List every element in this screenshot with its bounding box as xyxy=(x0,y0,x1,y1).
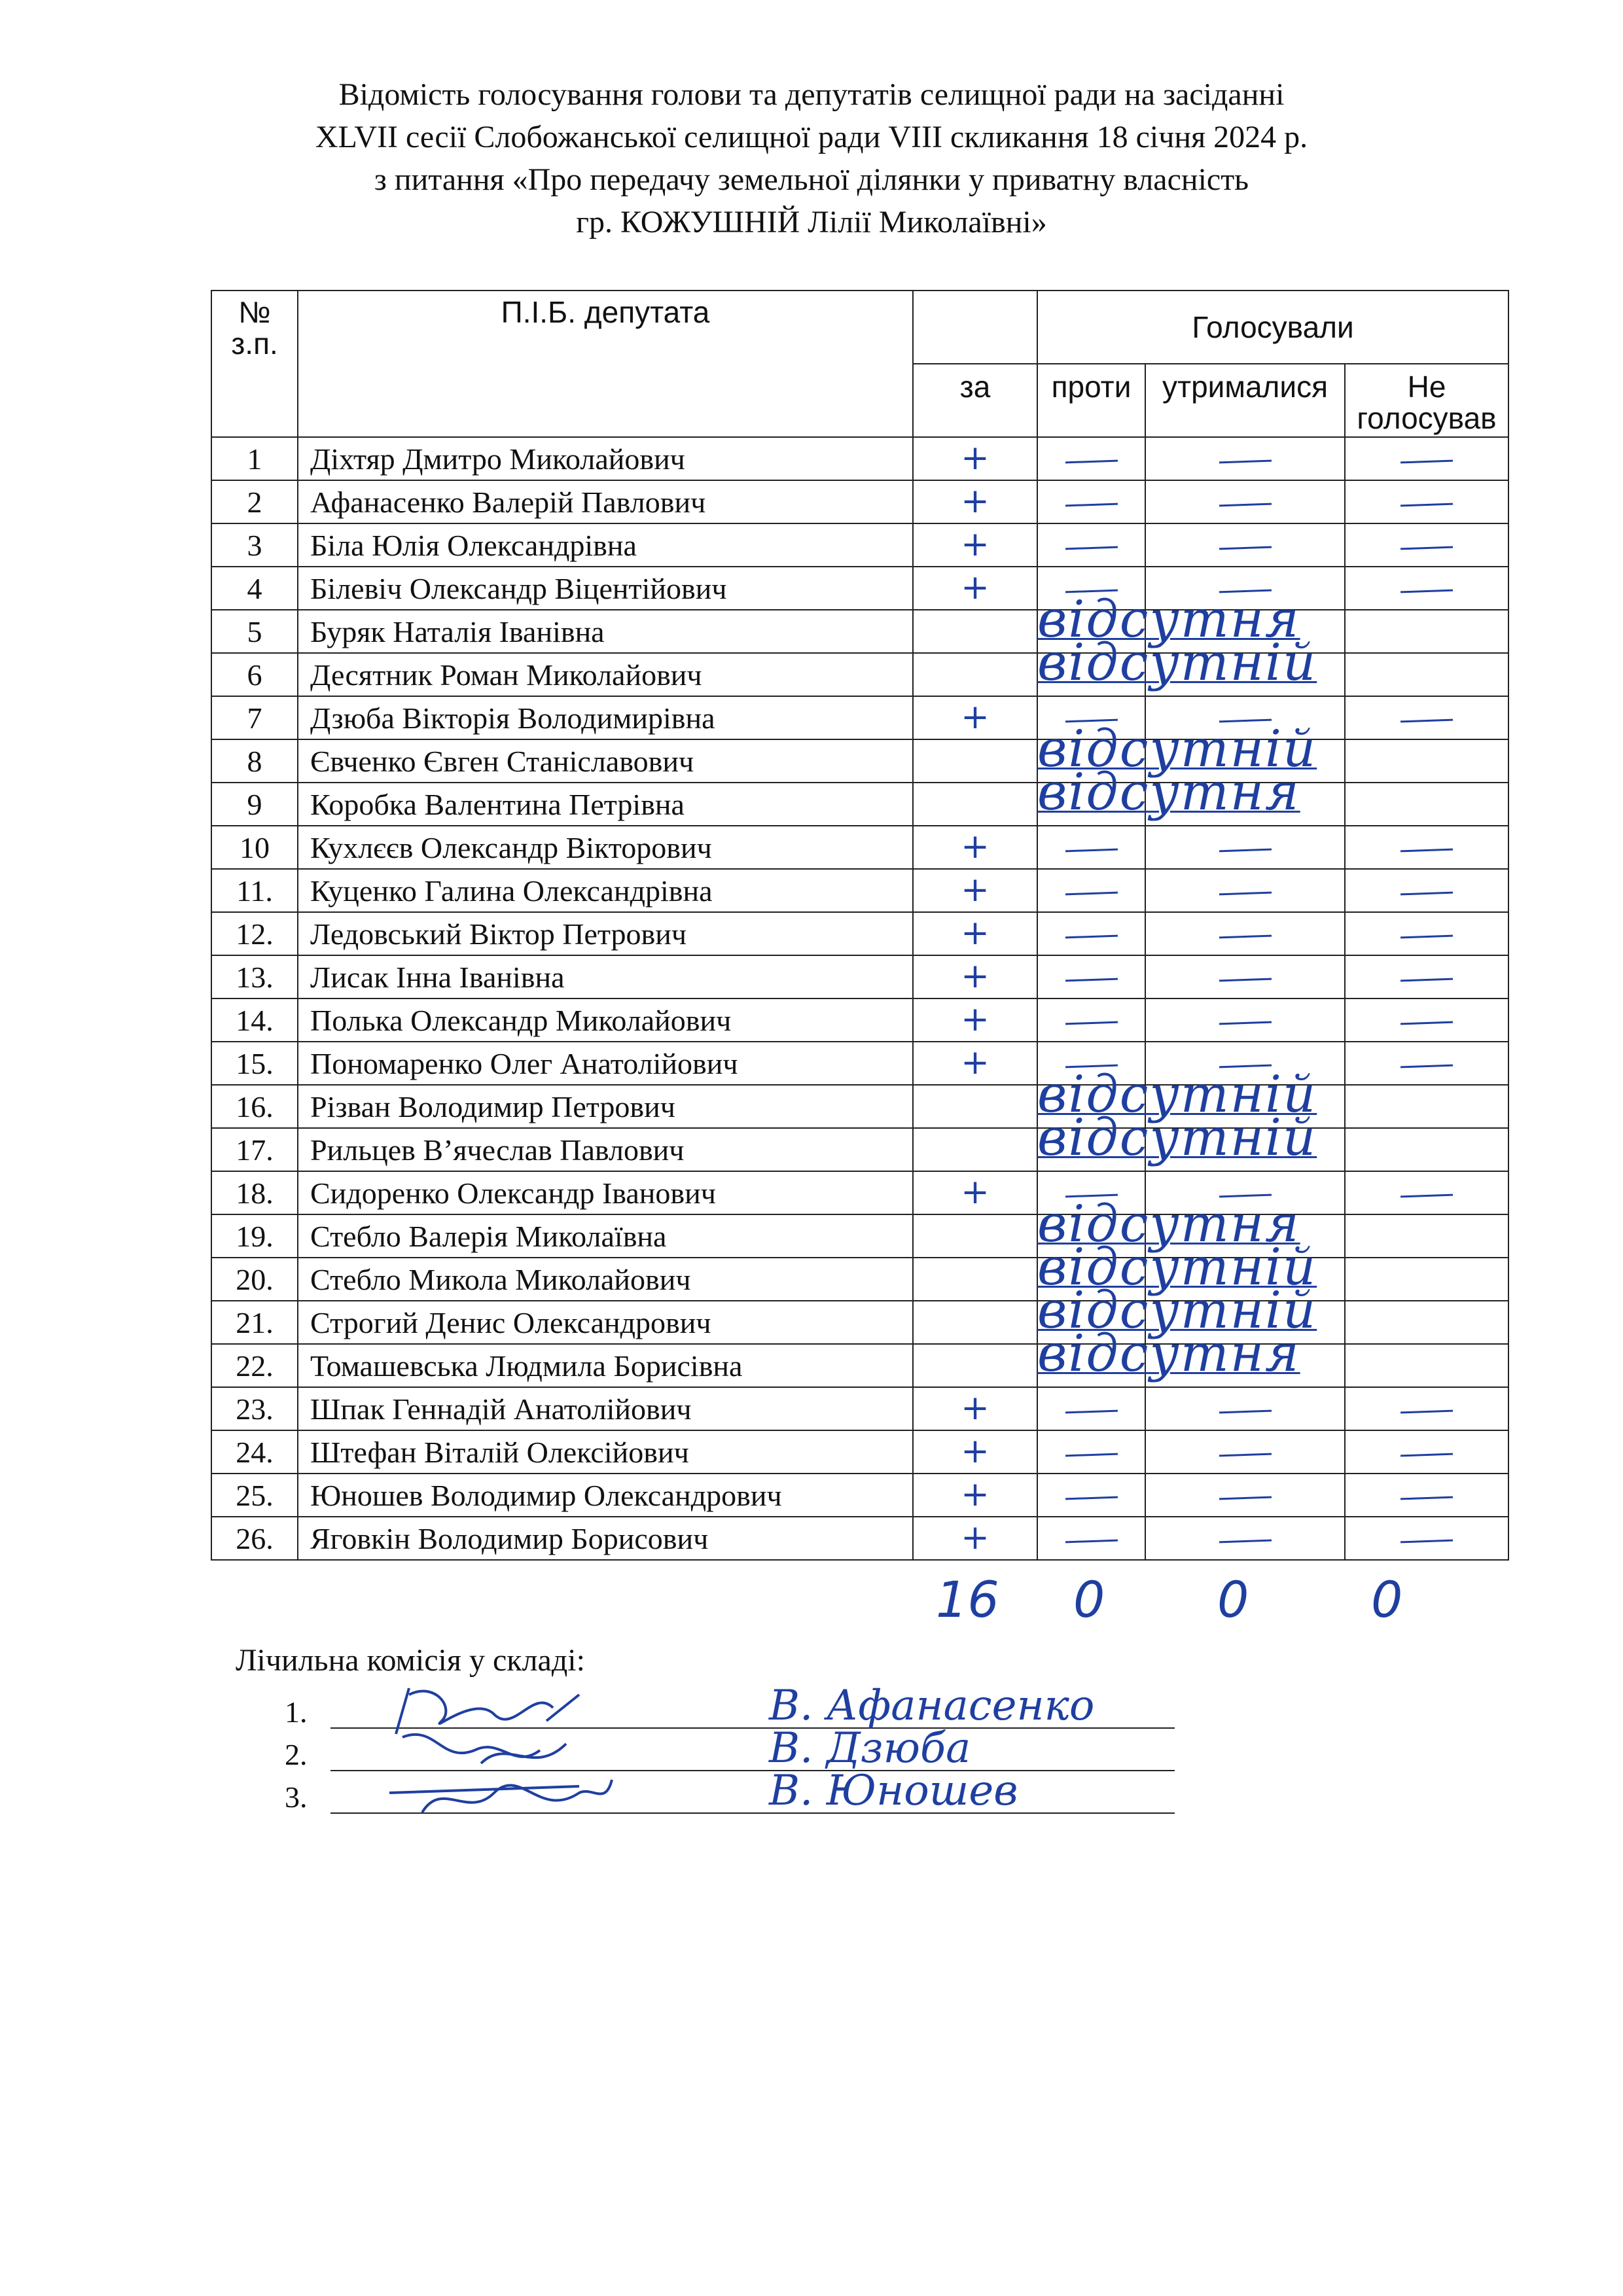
row-number: 1 xyxy=(211,437,298,480)
absence-note: відсутня xyxy=(1037,763,1300,822)
handwritten-dash-mark xyxy=(1400,1496,1453,1500)
handwritten-dash-mark xyxy=(1400,1065,1453,1069)
row-number: 25. xyxy=(211,1474,298,1517)
handwritten-dash-mark xyxy=(1219,892,1271,896)
vote-abstained xyxy=(1145,955,1345,998)
handwritten-dash-mark xyxy=(1400,546,1453,550)
handwritten-dash-mark xyxy=(1400,1194,1453,1198)
deputy-name: Ледовський Віктор Петрович xyxy=(298,912,913,955)
row-number: 8 xyxy=(211,739,298,783)
vote-abstained xyxy=(1145,869,1345,912)
vote-against xyxy=(1037,869,1145,912)
handwritten-plus-mark: + xyxy=(961,1173,990,1212)
absence-note: відсутня xyxy=(1037,1324,1300,1383)
table-row xyxy=(211,1171,1508,1214)
handwritten-plus-mark: + xyxy=(961,1388,990,1428)
handwritten-dash-mark xyxy=(1065,892,1117,896)
vote-for xyxy=(913,783,1037,826)
vote-for xyxy=(913,1085,1037,1128)
absence-note: відсутній xyxy=(1037,1281,1317,1340)
vote-not-voted xyxy=(1345,1042,1508,1085)
handwritten-dash-mark xyxy=(1400,460,1453,464)
row-number: 12. xyxy=(211,912,298,955)
row-number: 19. xyxy=(211,1214,298,1258)
deputy-name: Білевіч Олександр Віцентійович xyxy=(298,567,913,610)
handwritten-dash-mark xyxy=(1065,1496,1117,1500)
absence-note: відсутня xyxy=(1037,1195,1300,1254)
vote-against xyxy=(1037,955,1145,998)
row-number: 21. xyxy=(211,1301,298,1344)
row-number: 11. xyxy=(211,869,298,912)
row-number: 3 xyxy=(211,523,298,567)
voting-table xyxy=(211,290,1509,1561)
vote-for xyxy=(913,1301,1037,1344)
row-number: 23. xyxy=(211,1387,298,1430)
handwritten-dash-mark xyxy=(1219,546,1271,550)
vote-for xyxy=(913,912,1037,955)
commission-index: 1. xyxy=(285,1695,308,1729)
vote-abstained xyxy=(1145,826,1345,869)
handwritten-plus-mark: + xyxy=(961,438,990,478)
vote-against xyxy=(1037,826,1145,869)
deputy-name: Дзюба Вікторія Володимирівна xyxy=(298,696,913,739)
total-against: 0 xyxy=(1073,1570,1105,1629)
deputy-name: Шпак Геннадій Анатолійович xyxy=(298,1387,913,1430)
handwritten-plus-mark: + xyxy=(961,1475,990,1514)
table-row xyxy=(211,869,1508,912)
deputy-name: Штефан Віталій Олексійович xyxy=(298,1430,913,1474)
vote-not-voted xyxy=(1345,696,1508,739)
commission-index: 3. xyxy=(285,1780,308,1814)
header-abstained: утрималися xyxy=(1145,364,1345,437)
handwritten-dash-mark xyxy=(1400,1410,1453,1414)
row-number: 2 xyxy=(211,480,298,523)
handwritten-plus-mark: + xyxy=(961,913,990,953)
title-line-2: XLVII сесії Слобожанської селищної ради VIII скликання 18 січня 2024 р. xyxy=(315,120,1308,154)
vote-not-voted xyxy=(1345,437,1508,480)
row-number: 9 xyxy=(211,783,298,826)
deputy-name: Біла Юлія Олександрівна xyxy=(298,523,913,567)
handwritten-dash-mark xyxy=(1219,935,1271,939)
vote-abstained xyxy=(1145,998,1345,1042)
vote-not-voted xyxy=(1345,998,1508,1042)
title-line-1: Відомість голосування голови та депутатів селищної ради на засіданні xyxy=(338,77,1285,112)
vote-abstained xyxy=(1145,1387,1345,1430)
vote-abstained xyxy=(1145,1430,1345,1474)
table-row xyxy=(211,1430,1508,1474)
handwritten-dash-mark xyxy=(1400,1021,1453,1025)
vote-for xyxy=(913,1344,1037,1387)
row-number: 15. xyxy=(211,1042,298,1085)
handwritten-dash-mark xyxy=(1065,1540,1117,1544)
vote-not-voted xyxy=(1345,912,1508,955)
handwritten-dash-mark xyxy=(1400,1540,1453,1544)
handwritten-plus-mark: + xyxy=(961,698,990,737)
handwritten-plus-mark: + xyxy=(961,525,990,564)
table-row xyxy=(211,1517,1508,1560)
vote-not-voted xyxy=(1345,610,1508,653)
row-number: 10 xyxy=(211,826,298,869)
handwritten-dash-mark xyxy=(1400,892,1453,896)
row-number: 16. xyxy=(211,1085,298,1128)
row-number: 24. xyxy=(211,1430,298,1474)
table-row xyxy=(211,567,1508,610)
vote-not-voted xyxy=(1345,523,1508,567)
table-row xyxy=(211,523,1508,567)
handwritten-plus-mark: + xyxy=(961,1432,990,1471)
vote-abstained xyxy=(1145,1474,1345,1517)
absence-note: відсутня xyxy=(1037,590,1300,649)
vote-against xyxy=(1037,1474,1145,1517)
vote-for xyxy=(913,696,1037,739)
handwritten-dash-mark xyxy=(1400,849,1453,853)
header-for: за xyxy=(913,364,1037,437)
deputy-name: Куценко Галина Олександрівна xyxy=(298,869,913,912)
deputy-name: Буряк Наталія Іванівна xyxy=(298,610,913,653)
vote-for xyxy=(913,1171,1037,1214)
row-number: 14. xyxy=(211,998,298,1042)
vote-not-voted xyxy=(1345,653,1508,696)
deputy-name: Афанасенко Валерій Павлович xyxy=(298,480,913,523)
vote-against xyxy=(1037,998,1145,1042)
table-row xyxy=(211,955,1508,998)
commission-label: Лічильна комісія у складі: xyxy=(236,1643,585,1678)
vote-abstained xyxy=(1145,1517,1345,1560)
table-row xyxy=(211,998,1508,1042)
vote-for xyxy=(913,1214,1037,1258)
vote-not-voted xyxy=(1345,480,1508,523)
vote-for xyxy=(913,869,1037,912)
vote-for xyxy=(913,1517,1037,1560)
handwritten-dash-mark xyxy=(1219,1410,1271,1414)
table-row xyxy=(211,1474,1508,1517)
handwritten-dash-mark xyxy=(1065,1453,1117,1457)
vote-not-voted xyxy=(1345,1474,1508,1517)
vote-for xyxy=(913,1258,1037,1301)
header-voted: Голосували xyxy=(1037,291,1508,364)
deputy-name: Строгий Денис Олександрович xyxy=(298,1301,913,1344)
vote-for xyxy=(913,480,1037,523)
vote-abstained xyxy=(1145,437,1345,480)
table-row xyxy=(211,1387,1508,1430)
vote-for xyxy=(913,739,1037,783)
absence-note: відсутній xyxy=(1037,1238,1317,1297)
absence-note: відсутній xyxy=(1037,720,1317,779)
deputy-name: Юношев Володимир Олександрович xyxy=(298,1474,913,1517)
vote-not-voted xyxy=(1345,567,1508,610)
deputy-name: Діхтяр Дмитро Миколайович xyxy=(298,437,913,480)
vote-against xyxy=(1037,1517,1145,1560)
row-number: 17. xyxy=(211,1128,298,1171)
vote-not-voted xyxy=(1345,955,1508,998)
title-line-3: з питання «Про передачу земельної ділянки у приватну власність xyxy=(374,162,1249,197)
vote-not-voted xyxy=(1345,869,1508,912)
handwritten-dash-mark xyxy=(1219,978,1271,982)
vote-for xyxy=(913,523,1037,567)
deputy-name: Яговкін Володимир Борисович xyxy=(298,1517,913,1560)
row-number: 5 xyxy=(211,610,298,653)
commission-index: 2. xyxy=(285,1738,308,1771)
total-abstained: 0 xyxy=(1217,1570,1249,1629)
handwritten-dash-mark xyxy=(1065,978,1117,982)
header-not-voted: Не голосував xyxy=(1345,364,1508,437)
handwritten-dash-mark xyxy=(1219,1021,1271,1025)
vote-for xyxy=(913,610,1037,653)
deputy-name: Стебло Микола Миколайович xyxy=(298,1258,913,1301)
vote-not-voted xyxy=(1345,1258,1508,1301)
total-not-voted: 0 xyxy=(1371,1570,1403,1629)
vote-for xyxy=(913,1474,1037,1517)
vote-abstained xyxy=(1145,523,1345,567)
header-spacer xyxy=(913,291,1037,364)
handwritten-plus-mark: + xyxy=(961,1000,990,1039)
vote-for xyxy=(913,998,1037,1042)
handwritten-dash-mark xyxy=(1219,503,1271,507)
handwritten-dash-mark xyxy=(1219,1540,1271,1544)
vote-for xyxy=(913,1128,1037,1171)
table-row xyxy=(211,437,1508,480)
handwritten-plus-mark: + xyxy=(961,827,990,866)
vote-for xyxy=(913,1387,1037,1430)
handwritten-dash-mark xyxy=(1400,719,1453,723)
handwritten-dash-mark xyxy=(1400,503,1453,507)
deputy-name: Коробка Валентина Петрівна xyxy=(298,783,913,826)
table-row xyxy=(211,912,1508,955)
commission-name: В. Дзюба xyxy=(769,1724,971,1773)
vote-for xyxy=(913,1042,1037,1085)
vote-not-voted xyxy=(1345,1085,1508,1128)
deputy-name: Полька Олександр Миколайович xyxy=(298,998,913,1042)
deputy-name: Рильцев В’ячеслав Павлович xyxy=(298,1128,913,1171)
deputy-name: Євченко Євген Станіславович xyxy=(298,739,913,783)
deputy-name: Лисак Інна Іванівна xyxy=(298,955,913,998)
absence-note: відсутній xyxy=(1037,1108,1317,1167)
handwritten-dash-mark xyxy=(1065,1410,1117,1414)
vote-not-voted xyxy=(1345,1430,1508,1474)
totals-row xyxy=(0,1570,1623,1629)
vote-for xyxy=(913,437,1037,480)
vote-for xyxy=(913,567,1037,610)
vote-abstained xyxy=(1145,912,1345,955)
vote-against xyxy=(1037,1430,1145,1474)
handwritten-plus-mark: + xyxy=(961,1043,990,1082)
table-row xyxy=(211,826,1508,869)
row-number: 20. xyxy=(211,1258,298,1301)
row-number: 22. xyxy=(211,1344,298,1387)
handwritten-dash-mark xyxy=(1400,1453,1453,1457)
vote-for xyxy=(913,1430,1037,1474)
deputy-name: Сидоренко Олександр Іванович xyxy=(298,1171,913,1214)
handwritten-plus-mark: + xyxy=(961,482,990,521)
row-number: 4 xyxy=(211,567,298,610)
vote-against xyxy=(1037,912,1145,955)
deputy-name: Пономаренко Олег Анатолійович xyxy=(298,1042,913,1085)
vote-not-voted xyxy=(1345,1387,1508,1430)
vote-not-voted xyxy=(1345,739,1508,783)
vote-for xyxy=(913,955,1037,998)
vote-not-voted xyxy=(1345,783,1508,826)
handwritten-dash-mark xyxy=(1065,849,1117,853)
handwritten-plus-mark: + xyxy=(961,870,990,910)
row-number: 18. xyxy=(211,1171,298,1214)
header-name: П.І.Б. депутата xyxy=(298,291,913,437)
total-for: 16 xyxy=(936,1570,999,1629)
handwritten-dash-mark xyxy=(1400,590,1453,593)
row-number: 7 xyxy=(211,696,298,739)
header-against: проти xyxy=(1037,364,1145,437)
vote-for xyxy=(913,826,1037,869)
commission-name: В. Юношев xyxy=(769,1767,1018,1815)
row-number: 13. xyxy=(211,955,298,998)
table-row xyxy=(211,480,1508,523)
deputy-name: Різван Володимир Петрович xyxy=(298,1085,913,1128)
handwritten-dash-mark xyxy=(1219,1496,1271,1500)
commission-name: В. Афанасенко xyxy=(769,1682,1095,1730)
absence-note: відсутній xyxy=(1037,1065,1317,1124)
vote-for xyxy=(913,653,1037,696)
handwritten-dash-mark xyxy=(1065,460,1117,464)
vote-not-voted xyxy=(1345,826,1508,869)
deputy-name: Десятник Роман Миколайович xyxy=(298,653,913,696)
handwritten-dash-mark xyxy=(1065,935,1117,939)
row-number: 26. xyxy=(211,1517,298,1560)
handwritten-plus-mark: + xyxy=(961,957,990,996)
handwritten-dash-mark xyxy=(1065,546,1117,550)
document-title xyxy=(196,73,1427,243)
row-number: 6 xyxy=(211,653,298,696)
handwritten-plus-mark: + xyxy=(961,1518,990,1557)
table-row xyxy=(211,783,1508,826)
handwritten-dash-mark xyxy=(1219,849,1271,853)
vote-not-voted xyxy=(1345,1128,1508,1171)
handwritten-dash-mark xyxy=(1400,978,1453,982)
handwritten-dash-mark xyxy=(1219,460,1271,464)
deputy-name: Кухлєєв Олександр Вікторович xyxy=(298,826,913,869)
vote-not-voted xyxy=(1345,1517,1508,1560)
absence-note: відсутній xyxy=(1037,633,1317,692)
vote-not-voted xyxy=(1345,1344,1508,1387)
vote-against xyxy=(1037,437,1145,480)
vote-abstained xyxy=(1145,480,1345,523)
deputy-name: Томашевська Людмила Борисівна xyxy=(298,1344,913,1387)
handwritten-dash-mark xyxy=(1219,1453,1271,1457)
handwritten-dash-mark xyxy=(1065,503,1117,507)
deputy-name: Стебло Валерія Миколаївна xyxy=(298,1214,913,1258)
title-line-4: гр. КОЖУШНІЙ Лілії Миколаївні» xyxy=(576,205,1047,239)
header-num: № з.п. xyxy=(211,291,298,437)
handwritten-dash-mark xyxy=(1400,935,1453,939)
vote-against xyxy=(1037,480,1145,523)
vote-against xyxy=(1037,523,1145,567)
handwritten-dash-mark xyxy=(1065,1021,1117,1025)
table-row xyxy=(211,1344,1508,1387)
vote-not-voted xyxy=(1345,1214,1508,1258)
handwritten-plus-mark: + xyxy=(961,568,990,607)
handwritten-signature xyxy=(383,1767,618,1826)
vote-not-voted xyxy=(1345,1301,1508,1344)
vote-against xyxy=(1037,1387,1145,1430)
vote-not-voted xyxy=(1345,1171,1508,1214)
